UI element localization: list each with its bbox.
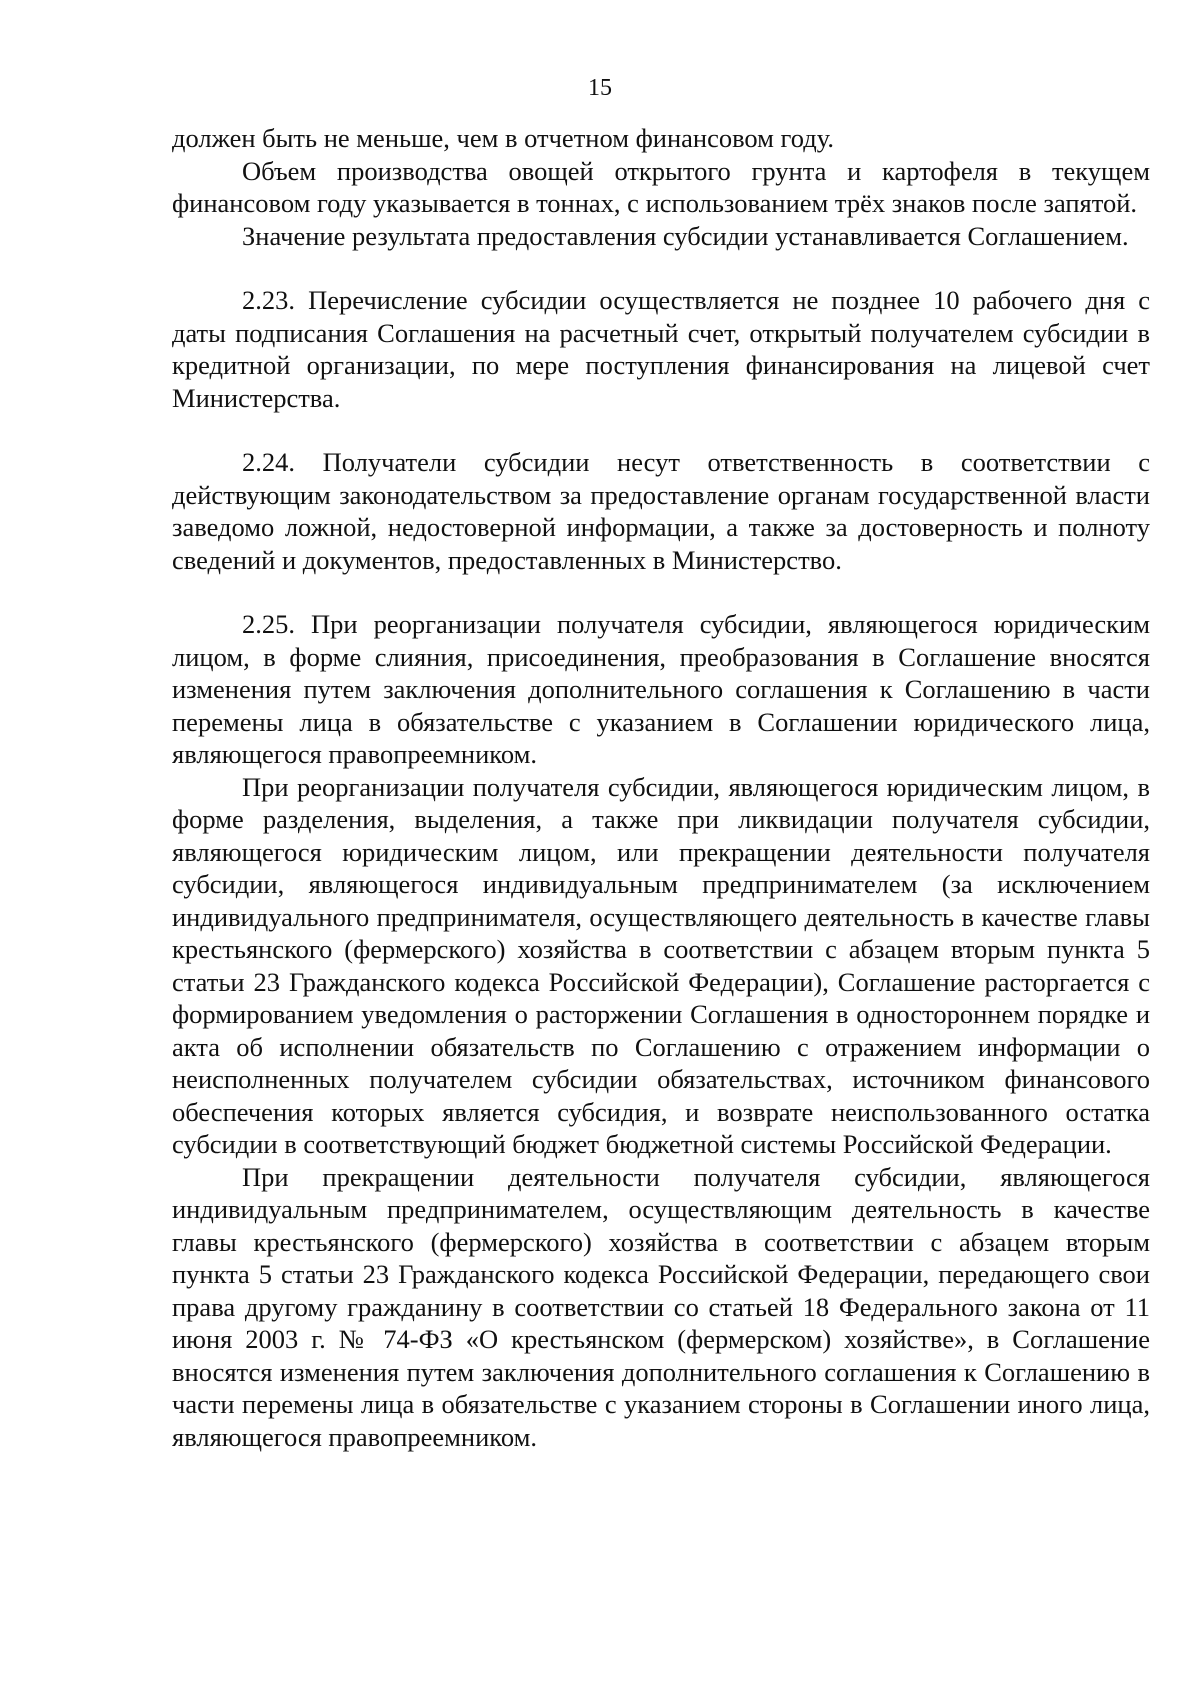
- document-body: [172, 122, 1150, 1453]
- paragraph-continuation: должен быть не меньше, чем в отчетном финансовом году.: [172, 123, 834, 153]
- paragraph-2-24: 2.24. Получатели субсидии несут ответственность в соответствии с действующим законодательством за предоставление органам государственной власти заведомо ложной, недостоверной информации, а также за достоверность и полноту сведений и документов, предоставленных в Министерство.: [172, 447, 1150, 575]
- paragraph-production-volume: Объем производства овощей открытого грунта и картофеля в текущем финансовом году указывается в тоннах, с использованием трёх знаков после запятой.: [172, 155, 1150, 218]
- page-number: 15: [588, 75, 612, 101]
- paragraph-2-23: 2.23. Перечисление субсидии осуществляется не позднее 10 рабочего дня с даты подписания Соглашения на расчетный счет, открытый получателем субсидии в кредитной организации, по мере поступления финансирования на лицевой счет Министерства.: [172, 285, 1150, 413]
- paragraph-reorganization-separation: При реорганизации получателя субсидии, являющегося юридическим лицом, в форме разделения, выделения, а также при ликвидации получателя субсидии, являющегося юридическим лицом, или прекращении деятельности получателя субсидии, являющегося индивидуальным предпринимателем (за исключением индивидуального предпринимателя, осуществляющего деятельность в качестве главы крестьянского (фермерского) хозяйства в соответствии с абзацем вторым пункта 5 статьи 23 Гражданского кодекса Российской Федерации), Соглашение расторгается с формированием уведомления о расторжении Соглашения в одностороннем порядке и акта об исполнении обязательств по Соглашению с отражением информации о неисполненных получателем субсидии обязательствах, источником финансового обеспечения которых является субсидия, и возврате неиспользованного остатка субсидии в соответствующий бюджет бюджетной системы Российской Федерации.: [172, 771, 1150, 1159]
- paragraph-result-value: Значение результата предоставления субсидии устанавливается Соглашением.: [242, 220, 1129, 251]
- paragraph-termination-farmer: При прекращении деятельности получателя субсидии, являющегося индивидуальным предпринимателем, осуществляющим деятельность в качестве главы крестьянского (фермерского) хозяйства в соответствии с абзацем вторым пункта 5 статьи 23 Гражданского кодекса Российской Федерации, передающего свои права другому гражданину в соответствии со статьей 18 Федерального закона от 11 июня 2003 г. № 74-ФЗ «О крестьянском (фермерском) хозяйстве», в Соглашение вносятся изменения путем заключения дополнительного соглашения к Соглашению в части перемены лица в обязательстве с указанием стороны в Соглашении иного лица, являющегося правопреемником.: [172, 1161, 1150, 1452]
- paragraph-2-25: 2.25. При реорганизации получателя субсидии, являющегося юридическим лицом, в форме слияния, присоединения, преобразования в Соглашение вносятся изменения путем заключения дополнительного соглашения к Соглашению в части перемены лица в обязательстве с указанием в Соглашении юридического лица, являющегося правопреемником.: [172, 609, 1150, 769]
